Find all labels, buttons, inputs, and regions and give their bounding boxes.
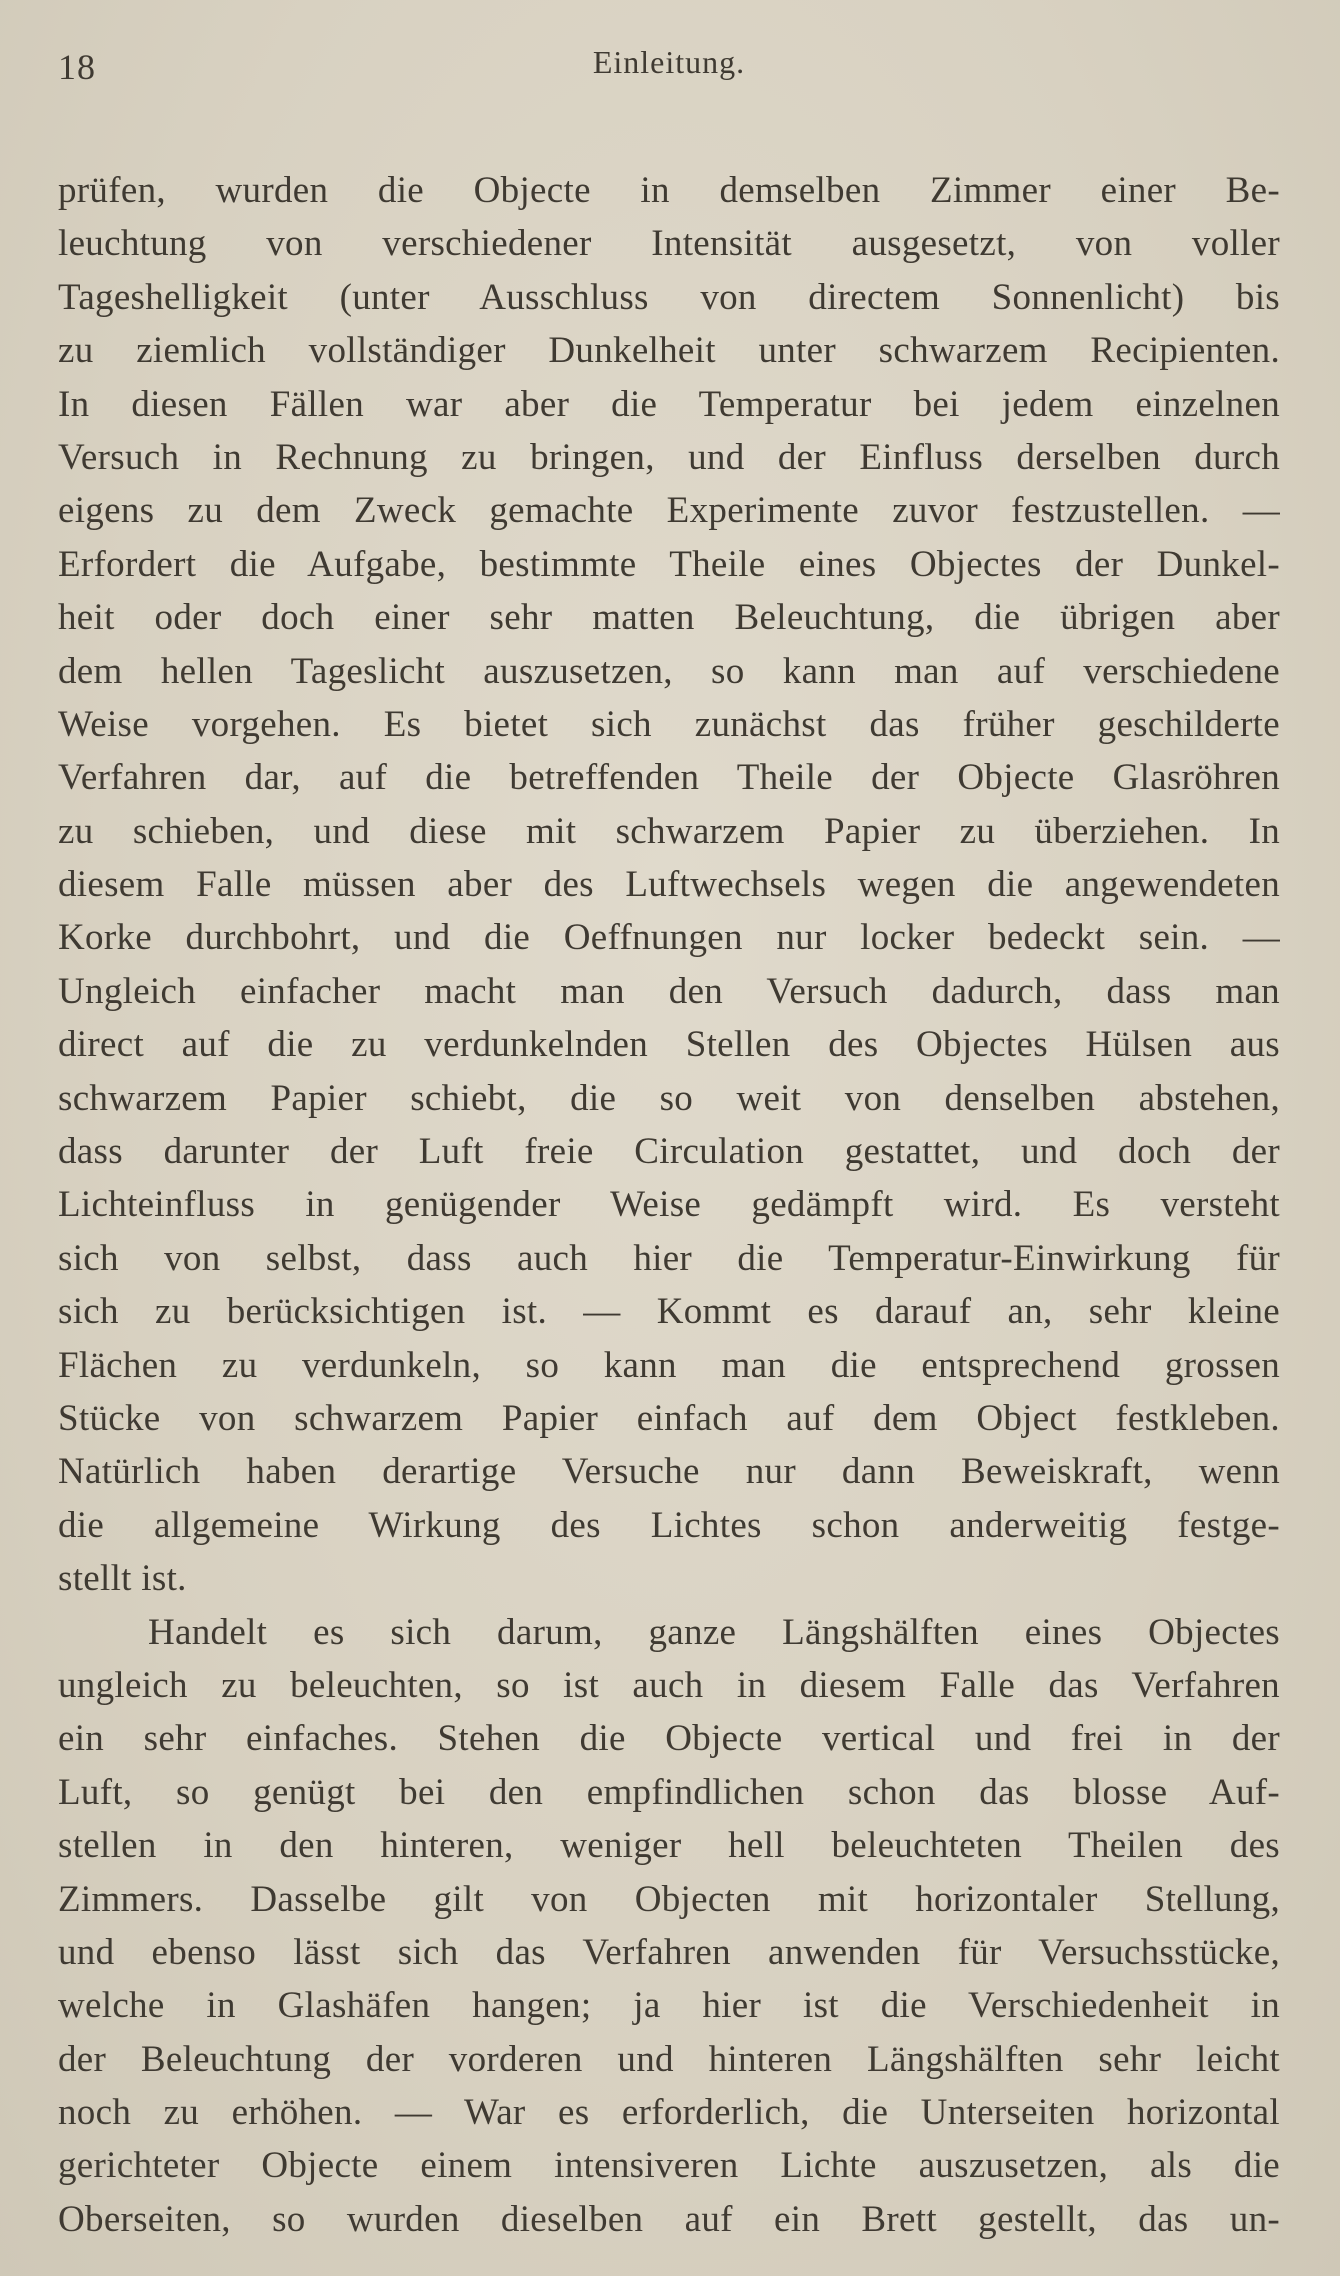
page-header: [58, 40, 1280, 120]
text-line: dem hellen Tageslicht auszusetzen, so kann man auf verschiedene: [58, 650, 1280, 692]
text-line: Erfordert die Aufgabe, bestimmte Theile eines Objectes der Dunkel-: [58, 543, 1280, 585]
text-line: diesem Falle müssen aber des Luftwechsels wegen die angewendeten: [58, 864, 1280, 906]
text-line: ungleich zu beleuchten, so ist auch in diesem Falle das Verfahren: [58, 1664, 1280, 1706]
text-line: Flächen zu verdunkeln, so kann man die entsprechend grossen: [58, 1344, 1280, 1386]
text-line: prüfen, wurden die Objecte in demselben Zimmer einer Be-: [58, 170, 1280, 211]
text-line: gerichteter Objecte einem intensiveren Lichte auszusetzen, als die: [58, 2145, 1280, 2187]
text-line: Ungleich einfacher macht man den Versuch dadurch, dass man: [58, 970, 1280, 1012]
paragraph: [58, 1606, 1280, 2247]
text-line: Luft, so genügt bei den empfindlichen schon das blosse Auf-: [58, 1771, 1280, 1813]
text-line: Verfahren dar, auf die betreffenden Theile der Objecte Glasröhren: [58, 757, 1280, 799]
text-line: Korke durchbohrt, und die Oeffnungen nur locker bedeckt sein. —: [58, 917, 1280, 959]
text-line: Oberseiten, so wurden dieselben auf ein Brett gestellt, das un-: [58, 2198, 1280, 2240]
paragraph: [58, 164, 1280, 1606]
text-line: Tageshelligkeit (unter Ausschluss von directem Sonnenlicht) bis: [58, 276, 1280, 318]
text-line: ein sehr einfaches. Stehen die Objecte vertical und frei in der: [58, 1718, 1280, 1760]
text-line: die allgemeine Wirkung des Lichtes schon anderweitig festge-: [58, 1504, 1280, 1546]
text-line: Versuch in Rechnung zu bringen, und der Einfluss derselben durch: [58, 436, 1280, 478]
page-body: [58, 164, 1280, 2246]
text-line: Stücke von schwarzem Papier einfach auf dem Object festkleben.: [58, 1397, 1280, 1439]
text-line: sich zu berücksichtigen ist. — Kommt es darauf an, sehr kleine: [58, 1291, 1280, 1333]
text-line: sich von selbst, dass auch hier die Temperatur-Einwirkung für: [58, 1237, 1280, 1279]
running-head: Einleitung.: [592, 44, 746, 80]
text-line: leuchtung von verschiedener Intensität ausgesetzt, von voller: [58, 223, 1280, 265]
text-line: der Beleuchtung der vorderen und hinteren Längshälften sehr leicht: [58, 2038, 1280, 2080]
text-line: In diesen Fällen war aber die Temperatur bei jedem einzelnen: [58, 383, 1280, 425]
text-line: Weise vorgehen. Es bietet sich zunächst das früher geschilderte: [58, 703, 1280, 745]
text-line: dass darunter der Luft freie Circulation gestattet, und doch der: [58, 1131, 1280, 1173]
text-line: direct auf die zu verdunkelnden Stellen des Objectes Hülsen aus: [58, 1024, 1280, 1066]
text-line: schwarzem Papier schiebt, die so weit von denselben abstehen,: [58, 1077, 1280, 1119]
text-line: Lichteinfluss in genügender Weise gedämpft wird. Es versteht: [58, 1184, 1280, 1226]
text-line: heit oder doch einer sehr matten Beleuchtung, die übrigen aber: [58, 597, 1280, 639]
text-line: welche in Glashäfen hangen; ja hier ist die Verschiedenheit in: [58, 1985, 1280, 2027]
text-line: stellt ist.: [58, 1558, 187, 1600]
text-line: zu schieben, und diese mit schwarzem Papier zu überziehen. In: [58, 810, 1280, 852]
text-line: Zimmers. Dasselbe gilt von Objecten mit horizontaler Stellung,: [58, 1878, 1280, 1920]
text-line: Handelt es sich darum, ganze Längshälften eines Objectes: [148, 1611, 1280, 1653]
text-line: und ebenso lässt sich das Verfahren anwenden für Versuchsstücke,: [58, 1931, 1280, 1973]
text-line: stellen in den hinteren, weniger hell beleuchteten Theilen des: [58, 1825, 1280, 1867]
text-line: eigens zu dem Zweck gemachte Experimente zuvor festzustellen. —: [58, 490, 1280, 532]
text-line: Natürlich haben derartige Versuche nur dann Beweiskraft, wenn: [58, 1451, 1280, 1493]
text-line: zu ziemlich vollständiger Dunkelheit unter schwarzem Recipienten.: [58, 330, 1280, 372]
page-number: 18: [58, 47, 96, 87]
text-line: noch zu erhöhen. — War es erforderlich, die Unterseiten horizontal: [58, 2092, 1280, 2134]
